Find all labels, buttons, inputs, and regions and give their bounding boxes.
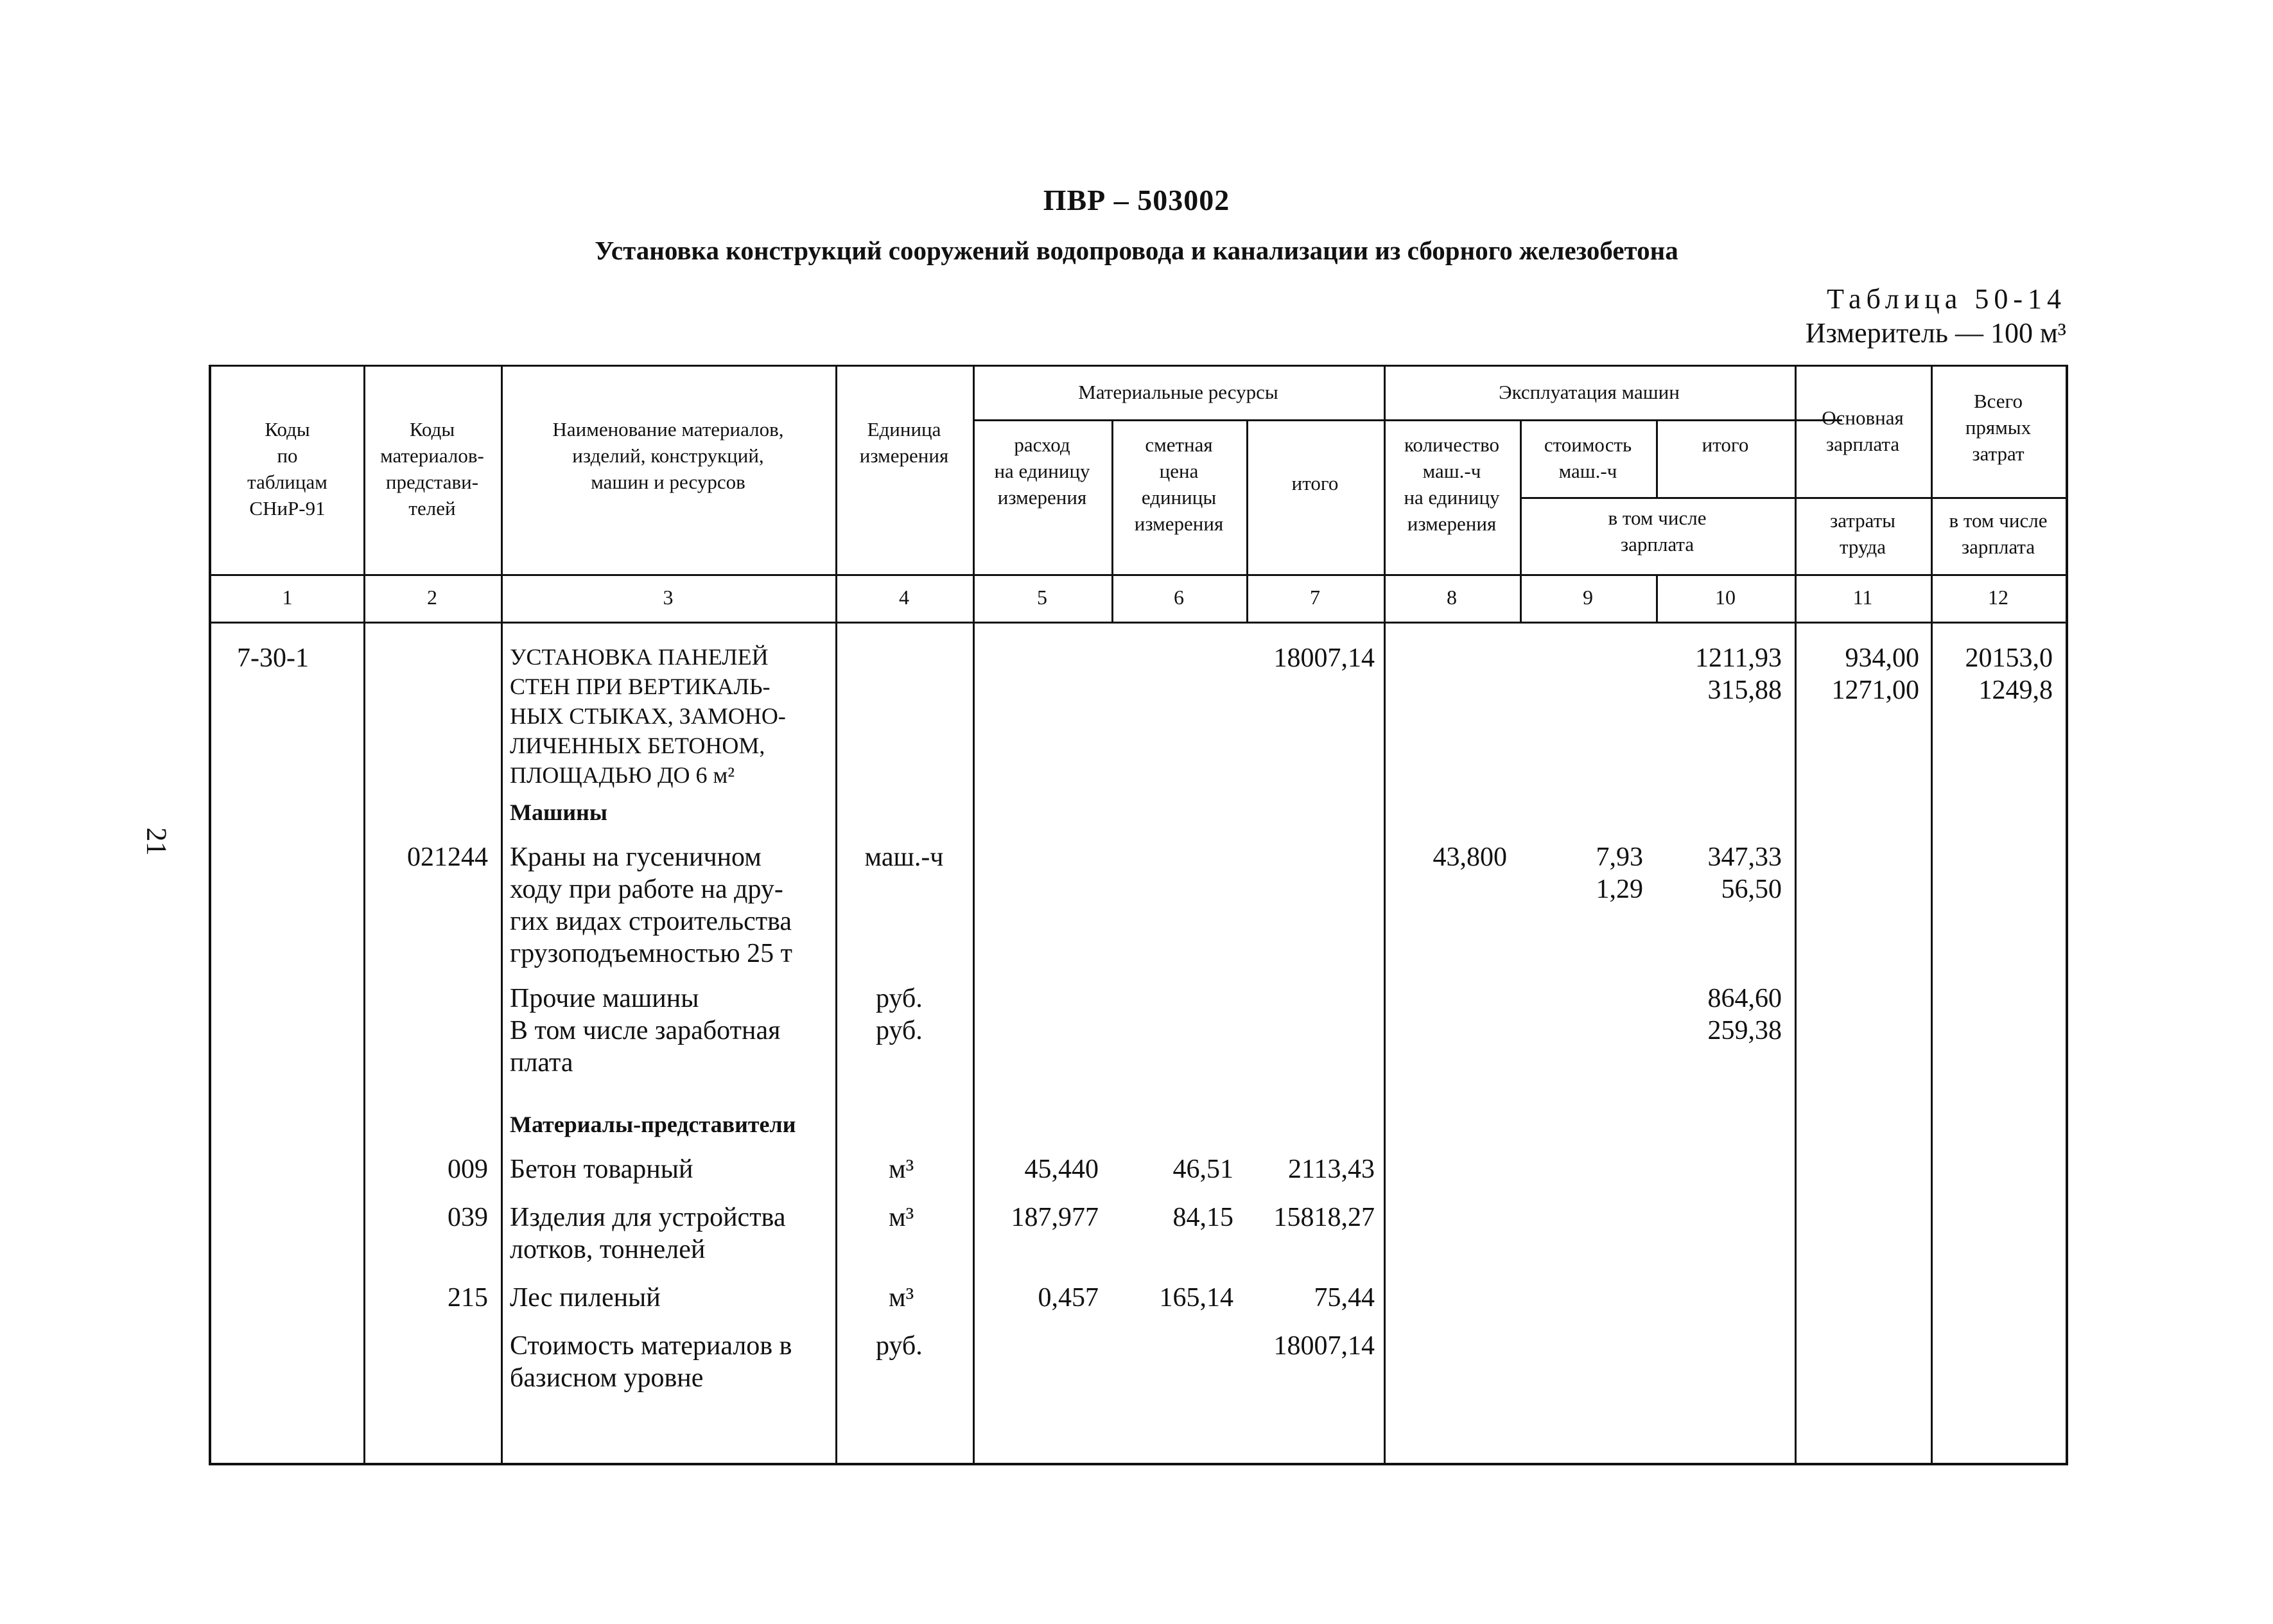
trays-unit: м³: [889, 1203, 914, 1232]
column-number: 1: [282, 586, 293, 609]
trays-total: 15818,27: [1273, 1203, 1375, 1232]
lumber-price: 165,14: [1159, 1283, 1233, 1313]
header-materials-total: итого: [1291, 472, 1339, 494]
concrete-price: 46,51: [1172, 1155, 1233, 1184]
header-bottom-line: [211, 574, 2066, 576]
lumber-total: 75,44: [1314, 1283, 1375, 1313]
concrete-name: Бетон товарный: [510, 1155, 693, 1184]
row-work-title: УСТАНОВКА ПАНЕЛЕЙ СТЕН ПРИ ВЕРТИКАЛЬ- НЫХ СТЫКАХ, ЗАМОНО- ЛИЧЕННЫХ БЕТОНОМ, ПЛОЩАДЬЮ ДО 6 м²: [510, 644, 786, 788]
header-base-salary: Основная зарплата: [1822, 406, 1904, 455]
lumber-unit: м³: [889, 1283, 914, 1313]
column-number: 4: [899, 586, 909, 609]
row-machines-total: 1211,93 315,88: [1695, 643, 1782, 705]
header-direct-total: Всего прямых затрат: [1965, 390, 2032, 465]
table-top-line: [211, 365, 2066, 367]
document-title: Установка конструкций сооружений водопровода и канализации из сборного железобетона: [595, 236, 1678, 265]
header-consumption: расход на единицу измерения: [994, 433, 1090, 509]
materials-cost-unit: руб.: [876, 1331, 923, 1361]
crane-hour-cost: 7,93 1,29: [1596, 843, 1643, 904]
header-material-codes: Коды материалов- представи- телей: [380, 418, 484, 520]
column-number: 8: [1447, 586, 1457, 609]
group-header-line: [973, 419, 1842, 421]
other-machines-name: Прочие машины В том числе заработная плата: [510, 984, 781, 1078]
lumber-name: Лес пиленый: [510, 1283, 661, 1313]
header-machine-hours: количество маш.-ч на единицу измерения: [1404, 433, 1500, 535]
col-divider-3: [835, 365, 837, 1463]
column-number: 3: [663, 586, 674, 609]
crane-machine-hours: 43,800: [1433, 843, 1507, 872]
row-materials-total: 18007,14: [1273, 643, 1375, 673]
trays-price: 84,15: [1172, 1203, 1233, 1232]
trays-name: Изделия для устройства лотков, тоннелей: [510, 1203, 786, 1264]
document-code: ПВР – 503002: [1043, 184, 1230, 216]
materials-cost-total: 18007,14: [1273, 1331, 1375, 1361]
estimate-table: [209, 365, 2068, 1465]
header-direct-salary: в том числе зарплата: [1949, 509, 2048, 558]
col-divider-2: [501, 365, 503, 1463]
crane-total: 347,33 56,50: [1707, 843, 1782, 904]
header-machine-hour-cost: стоимость маш.-ч: [1544, 433, 1632, 482]
measure-label: Измеритель — 100 м³: [1805, 317, 2066, 349]
crane-material-code: 021244: [407, 843, 488, 872]
crane-name: Краны на гусеничном ходу при работе на дру- гих видах строительства грузоподъемностью 25 т: [510, 843, 792, 968]
header-labor: затраты труда: [1830, 509, 1895, 558]
concrete-unit: м³: [889, 1155, 914, 1184]
other-machines-unit: руб. руб.: [876, 984, 923, 1045]
numbers-bottom-line: [211, 622, 2066, 624]
header-unit-price: сметная цена единицы измерения: [1134, 433, 1224, 535]
crane-unit: маш.-ч: [864, 843, 944, 872]
lumber-material-code: 215: [448, 1283, 488, 1313]
section-machines: Машины: [510, 799, 607, 825]
column-number: 5: [1037, 586, 1047, 609]
concrete-total: 2113,43: [1288, 1155, 1375, 1184]
lumber-consumption: 0,457: [1038, 1283, 1099, 1313]
header-machines-total: итого: [1702, 433, 1749, 456]
row-base-salary: 934,00 1271,00: [1831, 643, 1919, 705]
right-header-line: [1520, 497, 2066, 499]
column-number: 11: [1852, 586, 1873, 609]
column-number: 9: [1583, 586, 1593, 609]
column-number: 10: [1715, 586, 1736, 609]
materials-cost-name: Стоимость материалов в базисном уровне: [510, 1331, 792, 1393]
concrete-material-code: 009: [448, 1155, 488, 1184]
column-number: 12: [1988, 586, 2008, 609]
column-number: 7: [1310, 586, 1320, 609]
column-number: 2: [427, 586, 437, 609]
header-name: Наименование материалов, изделий, конструкций, машин и ресурсов: [552, 418, 784, 493]
trays-consumption: 187,977: [1011, 1203, 1099, 1232]
section-materials: Материалы-представители: [510, 1112, 796, 1137]
header-group-materials: Материальные ресурсы: [1078, 381, 1278, 403]
table-label: Таблица 50-14: [1827, 283, 2066, 315]
other-machines-total: 864,60 259,38: [1707, 984, 1782, 1045]
column-number: 6: [1174, 586, 1184, 609]
concrete-consumption: 45,440: [1024, 1155, 1099, 1184]
header-machines-salary: в том числе зарплата: [1608, 507, 1707, 555]
row-snir-code: 7-30-1: [237, 643, 309, 673]
page-number: 21: [141, 827, 173, 856]
trays-material-code: 039: [448, 1203, 488, 1232]
header-group-machines: Эксплуатация машин: [1499, 381, 1680, 403]
header-codes-snir: Коды по таблицам СНиР-91: [247, 418, 327, 520]
row-direct-total: 20153,0 1249,8: [1965, 643, 2053, 705]
header-unit: Единица измерения: [859, 418, 949, 467]
